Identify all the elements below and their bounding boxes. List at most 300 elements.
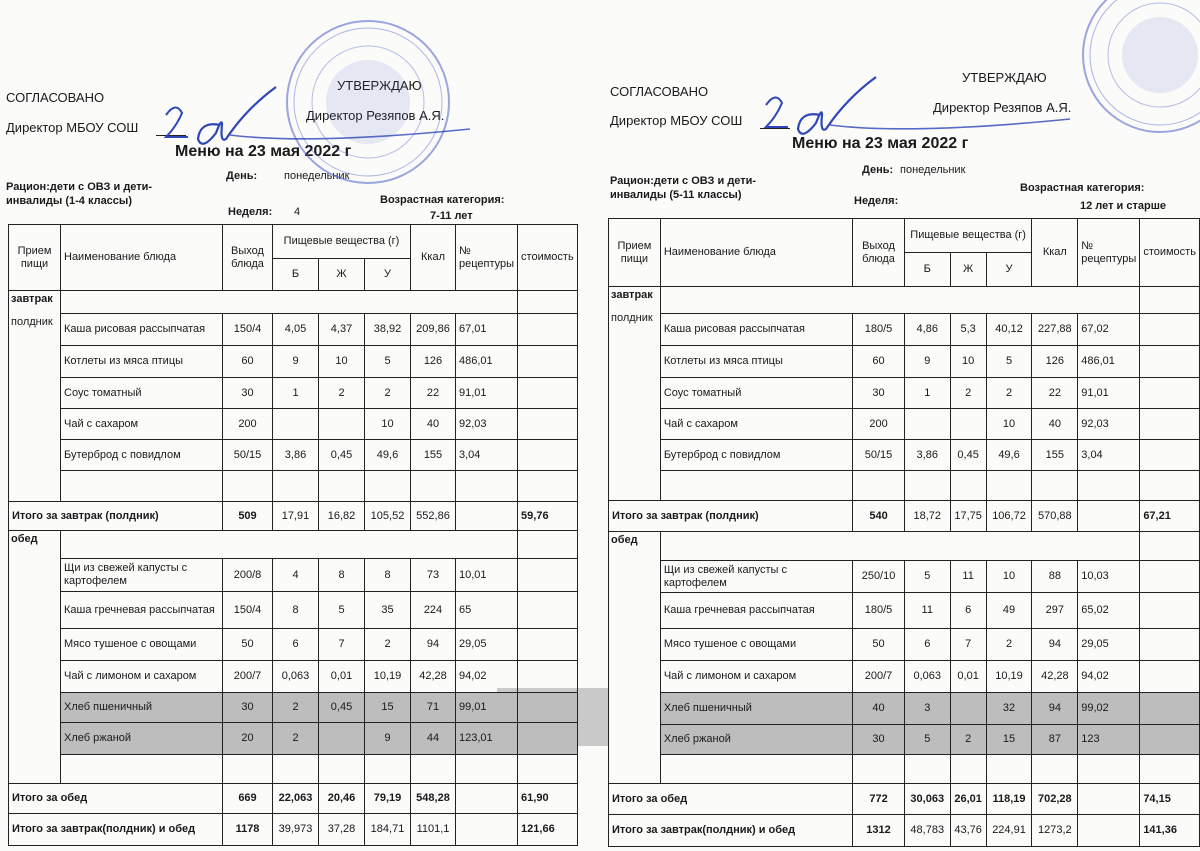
cost-cell (1140, 629, 1200, 661)
dish-name: Хлеб ржаной (61, 723, 223, 755)
recipe-number: 123,01 (456, 723, 518, 755)
carbs: 2 (986, 629, 1032, 661)
kcal: 126 (1032, 346, 1078, 378)
total-fat: 37,28 (319, 814, 365, 846)
cost-cell (518, 440, 578, 471)
yield: 60 (223, 346, 273, 378)
header-kcal: Ккал (1032, 219, 1078, 287)
dish-name: Мясо тушеное с овощами (61, 629, 223, 661)
total-protein: 17,91 (273, 502, 319, 531)
kcal: 126 (411, 346, 456, 378)
total-carbs: 106,72 (986, 501, 1032, 532)
total-carbs: 118,19 (986, 784, 1032, 815)
protein: 4,05 (273, 314, 319, 346)
approved-label: УТВЕРЖДАЮ (337, 78, 422, 93)
kcal: 73 (411, 559, 456, 592)
yield: 50 (223, 629, 273, 661)
protein: 0,063 (904, 661, 950, 693)
fat: 2 (950, 725, 986, 755)
cost-cell (1140, 532, 1200, 561)
dish-name: Чай с лимоном и сахаром (660, 661, 852, 693)
kcal: 42,28 (411, 661, 456, 693)
dish-name: Каша гречневая рассыпчатая (61, 592, 223, 629)
cost-cell (1140, 378, 1200, 409)
protein: 9 (904, 346, 950, 378)
cost-cell (518, 629, 578, 661)
meal-label-secondary: полдник (611, 312, 653, 324)
total-label: Итого за обед (609, 784, 853, 815)
total-kcal: 1273,2 (1032, 815, 1078, 847)
carbs: 49 (986, 593, 1032, 629)
kcal: 155 (1032, 440, 1078, 471)
yield: 250/10 (853, 561, 905, 593)
carbs: 15 (365, 693, 411, 723)
yield: 50/15 (853, 440, 905, 471)
protein: 1 (273, 378, 319, 409)
fat: 0,01 (319, 661, 365, 693)
total-fat: 17,75 (950, 501, 986, 532)
yield: 30 (223, 378, 273, 409)
total-carbs: 105,52 (365, 502, 411, 531)
carbs: 5 (986, 346, 1032, 378)
cost-cell (518, 346, 578, 378)
dish-name: Хлеб пшеничный (660, 693, 852, 725)
dish-name: Мясо тушеное с овощами (660, 629, 852, 661)
table-row (609, 593, 1200, 629)
table-row (609, 346, 1200, 378)
protein: 2 (273, 693, 319, 723)
yield: 30 (853, 725, 905, 755)
table-row (9, 723, 578, 755)
total-recipe (1078, 784, 1140, 815)
yield: 200/7 (853, 661, 905, 693)
carbs: 2 (365, 378, 411, 409)
recipe-number: 123 (1078, 725, 1140, 755)
empty-cell (1140, 471, 1200, 501)
table-row (9, 693, 578, 723)
fat: 0,45 (950, 440, 986, 471)
cost-cell (1140, 314, 1200, 346)
recipe-number: 67,02 (1078, 314, 1140, 346)
total-label: Итого за завтрак (полдник) (609, 501, 853, 532)
cost-cell (1140, 561, 1200, 593)
meal-label-secondary: полдник (11, 316, 53, 328)
day-label: День: (862, 164, 894, 176)
grand-total-row (9, 814, 578, 846)
protein (904, 409, 950, 440)
lunch-total-row (9, 784, 578, 814)
header-fat: Ж (319, 259, 365, 291)
table-row (609, 409, 1200, 440)
protein: 4 (273, 559, 319, 592)
fat: 0,45 (319, 693, 365, 723)
yield: 30 (223, 693, 273, 723)
ration-label: Рацион:дети с ОВЗ и дети-инвалиды (1-4 классы) (6, 181, 153, 207)
day-value: понедельник (900, 164, 966, 176)
dish-name: Бутерброд с повидлом (61, 440, 223, 471)
header-protein: Б (273, 259, 319, 291)
dish-name: Каша рисовая рассыпчатая (61, 314, 223, 346)
meal-label: завтрак (611, 289, 653, 301)
total-yield: 1312 (853, 815, 905, 847)
empty-cell (61, 291, 518, 314)
table-row (609, 725, 1200, 755)
dish-name: Чай с лимоном и сахаром (61, 661, 223, 693)
approval-signer: Директор МБОУ СОШ (6, 120, 139, 135)
age-category-value: 7-11 лет (430, 210, 473, 222)
fat: 0,45 (319, 440, 365, 471)
total-recipe (1078, 815, 1140, 847)
dish-name: Щи из свежей капусты с картофелем (660, 561, 852, 593)
dish-name: Соус томатный (660, 378, 852, 409)
dish-name: Каша рисовая рассыпчатая (660, 314, 852, 346)
recipe-number: 29,05 (1078, 629, 1140, 661)
total-fat: 43,76 (950, 815, 986, 847)
week-label: Неделя: (854, 195, 899, 207)
kcal: 71 (411, 693, 456, 723)
fat: 11 (950, 561, 986, 593)
carbs: 10 (365, 409, 411, 440)
meal-label: обед (11, 533, 38, 545)
header-yield: Выход блюда (223, 225, 273, 291)
empty-cell (950, 471, 986, 501)
total-yield: 509 (223, 502, 273, 531)
empty-cell (61, 531, 518, 559)
table-row (609, 661, 1200, 693)
breakfast-total-row (9, 502, 578, 531)
menu-panel-secondary (600, 0, 1200, 851)
carbs: 8 (365, 559, 411, 592)
week-value: 4 (294, 206, 301, 218)
header-protein: Б (904, 253, 950, 287)
total-protein: 22,063 (273, 784, 319, 814)
cost-cell (518, 693, 578, 723)
approver-name: Директор Резяпов А.Я. (933, 100, 1072, 115)
protein: 3,86 (904, 440, 950, 471)
dish-name: Котлеты из мяса птицы (61, 346, 223, 378)
carbs: 49,6 (986, 440, 1032, 471)
kcal: 297 (1032, 593, 1078, 629)
table-row (9, 629, 578, 661)
total-yield: 772 (853, 784, 905, 815)
empty-cell (950, 755, 986, 784)
fat: 2 (950, 378, 986, 409)
yield: 20 (223, 723, 273, 755)
total-cost: 61,90 (518, 784, 578, 814)
table-row (609, 440, 1200, 471)
yield: 200 (853, 409, 905, 440)
meal-label: завтрак (11, 293, 53, 305)
table-row (9, 440, 578, 471)
protein: 3 (904, 693, 950, 725)
cost-cell (518, 531, 578, 559)
day-value: понедельник (284, 170, 350, 182)
yield: 40 (853, 693, 905, 725)
cost-cell (1140, 693, 1200, 725)
cost-cell (1140, 409, 1200, 440)
empty-cell (273, 471, 319, 502)
total-recipe (456, 784, 518, 814)
cost-cell (518, 378, 578, 409)
approval-signer: Директор МБОУ СОШ (610, 113, 743, 128)
cost-cell (1140, 593, 1200, 629)
recipe-number: 99,02 (1078, 693, 1140, 725)
total-recipe (456, 814, 518, 846)
approved-label: УТВЕРЖДАЮ (962, 70, 1047, 85)
empty-cell (986, 755, 1032, 784)
dish-name: Чай с сахаром (61, 409, 223, 440)
total-label: Итого за завтрак(полдник) и обед (609, 815, 853, 847)
kcal: 40 (411, 409, 456, 440)
total-protein: 48,783 (904, 815, 950, 847)
kcal: 40 (1032, 409, 1078, 440)
total-yield: 1178 (223, 814, 273, 846)
empty-cell (904, 471, 950, 501)
dish-name: Каша гречневая рассыпчатая (660, 593, 852, 629)
carbs: 2 (365, 629, 411, 661)
dish-name: Чай с сахаром (660, 409, 852, 440)
dish-name: Соус томатный (61, 378, 223, 409)
protein: 4,86 (904, 314, 950, 346)
carbs: 38,92 (365, 314, 411, 346)
header-cost: стоимость (1140, 219, 1200, 287)
approver-name: Директор Резяпов А.Я. (306, 108, 445, 123)
recipe-number: 29,05 (456, 629, 518, 661)
fat: 8 (319, 559, 365, 592)
fat (950, 409, 986, 440)
empty-cell (660, 532, 1139, 561)
protein: 6 (904, 629, 950, 661)
empty-cell (1078, 471, 1140, 501)
menu-table (8, 224, 578, 846)
header-recipe: № рецептуры (456, 225, 518, 291)
recipe-number: 65 (456, 592, 518, 629)
table-row (9, 559, 578, 592)
yield: 200 (223, 409, 273, 440)
total-cost: 121,66 (518, 814, 578, 846)
total-yield: 669 (223, 784, 273, 814)
empty-cell (365, 755, 411, 784)
carbs: 35 (365, 592, 411, 629)
table-row (9, 409, 578, 440)
empty-cell (1140, 755, 1200, 784)
empty-cell (518, 471, 578, 502)
age-category-label: Возрастная категория: (380, 194, 505, 206)
protein: 2 (273, 723, 319, 755)
kcal: 42,28 (1032, 661, 1078, 693)
fat: 5 (319, 592, 365, 629)
kcal: 44 (411, 723, 456, 755)
kcal: 209,86 (411, 314, 456, 346)
signature-line (760, 128, 790, 129)
dish-name: Хлеб ржаной (660, 725, 852, 755)
ration-label: Рацион:дети с ОВЗ и дети-инвалиды (5-11 классы) (610, 175, 757, 201)
recipe-number: 10,01 (456, 559, 518, 592)
header-cost: стоимость (518, 225, 578, 291)
grand-total-row (609, 815, 1200, 847)
kcal: 155 (411, 440, 456, 471)
header-meal: Прием пищи (9, 225, 61, 291)
cost-cell (518, 314, 578, 346)
breakfast-total-row (609, 501, 1200, 532)
cost-cell (1140, 287, 1200, 314)
age-category-value: 12 лет и старше (1080, 200, 1166, 212)
empty-cell (411, 755, 456, 784)
empty-cell (986, 471, 1032, 501)
recipe-number: 94,02 (1078, 661, 1140, 693)
header-carbs: У (986, 253, 1032, 287)
kcal: 88 (1032, 561, 1078, 593)
recipe-number: 3,04 (456, 440, 518, 471)
yield: 50/15 (223, 440, 273, 471)
dish-name: Бутерброд с повидлом (660, 440, 852, 471)
header-recipe: № рецептуры (1078, 219, 1140, 287)
protein: 5 (904, 725, 950, 755)
header-meal: Прием пищи (609, 219, 661, 287)
meal-breakfast (9, 291, 61, 502)
total-carbs: 79,19 (365, 784, 411, 814)
table-row (9, 592, 578, 629)
carbs: 10,19 (365, 661, 411, 693)
total-kcal: 552,86 (411, 502, 456, 531)
official-stamp-icon (1077, 0, 1200, 138)
approval-label: СОГЛАСОВАНО (6, 90, 105, 105)
table-row (609, 629, 1200, 661)
empty-cell (1032, 471, 1078, 501)
carbs: 2 (986, 378, 1032, 409)
empty-cell (660, 287, 1139, 314)
carbs: 5 (365, 346, 411, 378)
recipe-number: 94,02 (456, 661, 518, 693)
total-kcal: 570,88 (1032, 501, 1078, 532)
table-row (609, 378, 1200, 409)
total-cost: 74,15 (1140, 784, 1200, 815)
carbs: 49,6 (365, 440, 411, 471)
total-recipe (456, 502, 518, 531)
recipe-number: 92,03 (1078, 409, 1140, 440)
header-nutrients: Пищевые вещества (г) (904, 219, 1032, 253)
empty-cell (456, 471, 518, 502)
yield: 30 (853, 378, 905, 409)
header-nutrients: Пищевые вещества (г) (273, 225, 411, 259)
fat: 6 (950, 593, 986, 629)
empty-cell (904, 755, 950, 784)
yield: 150/4 (223, 592, 273, 629)
total-kcal: 1101,1 (411, 814, 456, 846)
protein: 5 (904, 561, 950, 593)
protein: 0,063 (273, 661, 319, 693)
menu-title: Меню на 23 мая 2022 г (792, 135, 969, 152)
empty-cell (456, 755, 518, 784)
handwritten-signature-icon (160, 85, 480, 175)
cost-cell (518, 592, 578, 629)
dish-name: Хлеб пшеничный (61, 693, 223, 723)
fat: 10 (950, 346, 986, 378)
empty-cell (411, 471, 456, 502)
cost-cell (518, 409, 578, 440)
signature-line (156, 135, 186, 136)
empty-cell (1032, 755, 1078, 784)
header-dish-name: Наименование блюда (61, 225, 223, 291)
dish-name: Щи из свежей капусты с картофелем (61, 559, 223, 592)
kcal: 94 (411, 629, 456, 661)
empty-cell (660, 755, 852, 784)
recipe-number: 67,01 (456, 314, 518, 346)
lunch-total-row (609, 784, 1200, 815)
fat: 5,3 (950, 314, 986, 346)
official-stamp-icon (281, 15, 455, 189)
empty-cell (853, 471, 905, 501)
carbs: 32 (986, 693, 1032, 725)
total-carbs: 184,71 (365, 814, 411, 846)
total-label: Итого за обед (9, 784, 223, 814)
protein: 1 (904, 378, 950, 409)
meal-lunch (9, 531, 61, 784)
protein: 9 (273, 346, 319, 378)
meal-lunch (609, 532, 661, 784)
yield: 50 (853, 629, 905, 661)
cost-cell (1140, 440, 1200, 471)
dish-name: Котлеты из мяса птицы (660, 346, 852, 378)
empty-cell (1078, 755, 1140, 784)
total-protein: 18,72 (904, 501, 950, 532)
fat: 10 (319, 346, 365, 378)
total-fat: 26,01 (950, 784, 986, 815)
header-dish-name: Наименование блюда (660, 219, 852, 287)
total-protein: 30,063 (904, 784, 950, 815)
fat: 2 (319, 378, 365, 409)
table-row (9, 346, 578, 378)
yield: 180/5 (853, 314, 905, 346)
fat (319, 723, 365, 755)
recipe-number: 486,01 (1078, 346, 1140, 378)
table-row (609, 314, 1200, 346)
kcal: 87 (1032, 725, 1078, 755)
cost-cell (518, 559, 578, 592)
protein (273, 409, 319, 440)
week-label: Неделя: (228, 206, 273, 218)
total-fat: 20,46 (319, 784, 365, 814)
yield: 180/5 (853, 593, 905, 629)
carbs: 10 (986, 409, 1032, 440)
carbs: 9 (365, 723, 411, 755)
header-yield: Выход блюда (853, 219, 905, 287)
empty-cell (61, 755, 223, 784)
total-cost: 67,21 (1140, 501, 1200, 532)
protein: 11 (904, 593, 950, 629)
menu-table (608, 218, 1200, 847)
empty-cell (273, 755, 319, 784)
kcal: 22 (411, 378, 456, 409)
fat: 7 (319, 629, 365, 661)
total-cost: 141,36 (1140, 815, 1200, 847)
empty-cell (223, 755, 273, 784)
empty-cell (853, 755, 905, 784)
yield: 200/8 (223, 559, 273, 592)
day-label: День: (226, 170, 258, 182)
recipe-number: 486,01 (456, 346, 518, 378)
total-label: Итого за завтрак (полдник) (9, 502, 223, 531)
total-yield: 540 (853, 501, 905, 532)
header-carbs: У (365, 259, 411, 291)
recipe-number: 91,01 (456, 378, 518, 409)
fat (319, 409, 365, 440)
table-row (609, 561, 1200, 593)
kcal: 94 (1032, 629, 1078, 661)
cost-cell (1140, 661, 1200, 693)
cost-cell (518, 661, 578, 693)
empty-cell (518, 755, 578, 784)
